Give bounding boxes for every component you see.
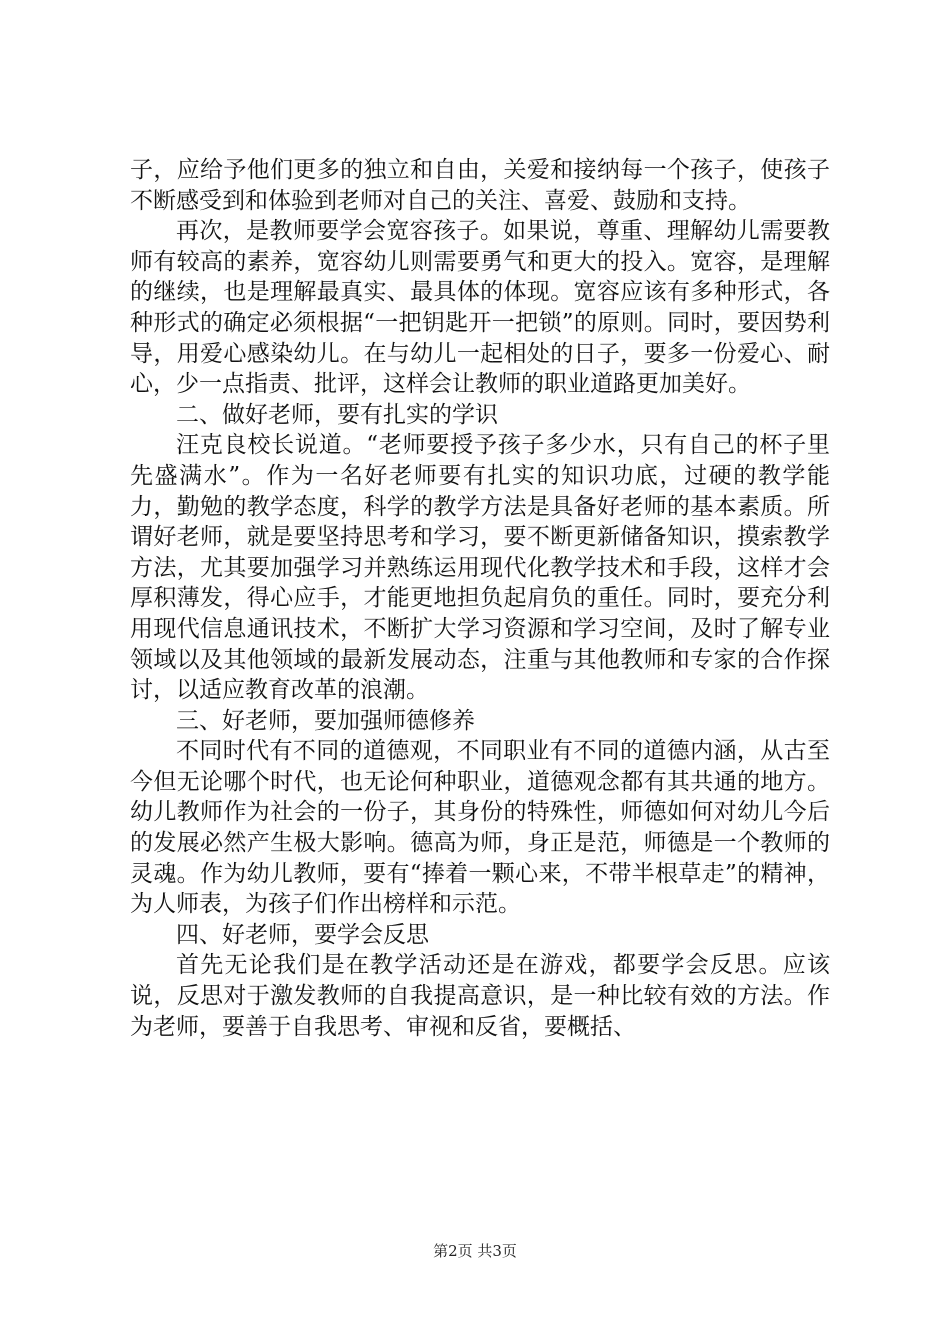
section-heading-ethics: 三、好老师，要加强师德修养: [176, 707, 475, 734]
page-number-footer: 第2页 共3页: [433, 1242, 517, 1260]
document-body: [130, 155, 830, 1042]
paragraph-knowledge: 汪克良校长说道。“老师要授予孩子多少水，只有自己的杯子里先盛满水”。作为一名好老师要有扎实的知识功底，过硬的教学能力，勤勉的教学态度，科学的教学方法是具备好老师的基本素质。所谓好老师，就是要坚持思考和学习，要不断更新储备知识，摸索教学方法，尤其要加强学习并熟练运用现代化教学技术和手段，这样才会厚积薄发，得心应手，才能更地担负起肩负的重任。同时，要充分利用现代信息通讯技术，不断扩大学习资源和学习空间，及时了解专业领域以及其他领域的最新发展动态，注重与其他教师和专家的合作探讨，以适应教育改革的浪潮。: [130, 432, 830, 704]
section-heading-knowledge: 二、做好老师，要有扎实的学识: [176, 401, 498, 428]
paragraph-continuation: 子，应给予他们更多的独立和自由，关爱和接纳每一个孩子，使孩子不断感受到和体验到老师对自己的关注、喜爱、鼓励和支持。: [130, 157, 830, 214]
paragraph-ethics: 不同时代有不同的道德观，不同职业有不同的道德内涵，从古至今但无论哪个时代，也无论何种职业，道德观念都有其共通的地方。幼儿教师作为社会的一份子，其身份的特殊性，师德如何对幼儿今后的发展必然产生极大影响。德高为师，身正是范，师德是一个教师的灵魂。作为幼儿教师，要有“捧着一颗心来，不带半根草走”的精神，为人师表，为孩子们作出榜样和示范。: [130, 738, 830, 918]
paragraph-tolerance: 再次，是教师要学会宽容孩子。如果说，尊重、理解幼儿需要教师有较高的素养，宽容幼儿则需要勇气和更大的投入。宽容，是理解的继续，也是理解最真实、最具体的体现。宽容应该有多种形式，各种形式的确定必须根据“一把钥匙开一把锁”的原则。同时，要因势利导，用爱心感染幼儿。在与幼儿一起相处的日子，要多一份爱心、耐心，少一点指责、批评，这样会让教师的职业道路更加美好。: [130, 218, 830, 398]
section-heading-reflection: 四、好老师，要学会反思: [176, 921, 429, 948]
paragraph-reflection: 首先无论我们是在教学活动还是在游戏，都要学会反思。应该说，反思对于激发教师的自我提高意识，是一种比较有效的方法。作为老师，要善于自我思考、审视和反省，要概括、: [130, 952, 830, 1040]
